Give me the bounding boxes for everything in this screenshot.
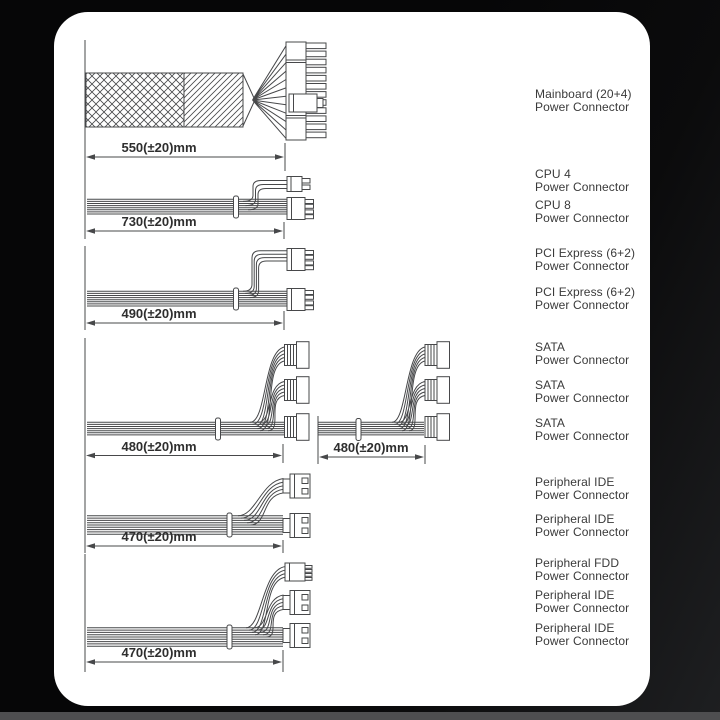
cable-bundle: [87, 291, 287, 306]
branch-wires: [243, 251, 288, 298]
label-pcie1-power-connector: PCI Express (6+2) Power Connector: [535, 246, 636, 273]
cable-bundle: [87, 628, 283, 646]
sata-connector-1: [285, 342, 310, 369]
branch-wires: [392, 347, 425, 431]
molex-connector-4: [283, 624, 310, 648]
molex-connector-3: [283, 591, 310, 615]
dimension-cpu-length: 730(±20)mm: [121, 214, 197, 229]
dimension-sata2-length: 480(±20)mm: [333, 440, 409, 455]
label-ide2-power-connector: Peripheral IDE Power Connector: [535, 512, 630, 539]
mainboard-24pin-connector: [286, 42, 326, 140]
label-cpu4-power-connector: CPU 4 Power Connector: [535, 167, 630, 194]
sata-connector-5: [425, 377, 450, 404]
label-sata3-power-connector: SATA Power Connector: [535, 416, 630, 443]
sata-connector-6: [425, 414, 450, 441]
cable-tie: [227, 513, 232, 537]
cpu4-connector: [287, 177, 310, 192]
cable-tie: [227, 625, 232, 649]
label-sata2-power-connector: SATA Power Connector: [535, 378, 630, 405]
cable-tie: [234, 196, 239, 218]
wire-fan: [253, 46, 287, 139]
label-ide4-power-connector: Peripheral IDE Power Connector: [535, 621, 630, 648]
cpu8-connector: [287, 198, 314, 220]
dimension-peripheral1-length: 470(±20)mm: [121, 529, 197, 544]
branch-wires: [246, 567, 286, 638]
label-ide3-power-connector: Peripheral IDE Power Connector: [535, 588, 630, 615]
sata-connector-4: [425, 342, 450, 369]
molex-connector-1: [283, 474, 310, 498]
pcie-connector-bottom: [287, 289, 314, 311]
dimension-sata1-length: 480(±20)mm: [121, 439, 197, 454]
dimension-pcie-length: 490(±20)mm: [121, 306, 197, 321]
dimension-peripheral2-length: 470(±20)mm: [121, 645, 197, 660]
braided-sleeve: [86, 73, 254, 127]
label-pcie2-power-connector: PCI Express (6+2) Power Connector: [535, 285, 636, 312]
label-ide1-power-connector: Peripheral IDE Power Connector: [535, 475, 630, 502]
label-fdd-power-connector: Peripheral FDD Power Connector: [535, 556, 630, 583]
cable-tie: [356, 419, 361, 441]
cable-tie: [234, 288, 239, 310]
label-mainboard-power-connector: Mainboard (20+4) Power Connector: [535, 87, 632, 114]
sata-connector-2: [285, 377, 310, 404]
label-sata1-power-connector: SATA Power Connector: [535, 340, 630, 367]
molex-connector-2: [283, 514, 310, 538]
sata-connector-3: [285, 414, 310, 441]
branch-wires: [250, 347, 285, 431]
fdd-connector: [285, 563, 312, 581]
pcie-connector-top: [287, 249, 314, 271]
label-cpu8-power-connector: CPU 8 Power Connector: [535, 198, 630, 225]
cable-tie: [216, 418, 221, 440]
dimension-mainboard-length: 550(±20)mm: [121, 140, 197, 155]
